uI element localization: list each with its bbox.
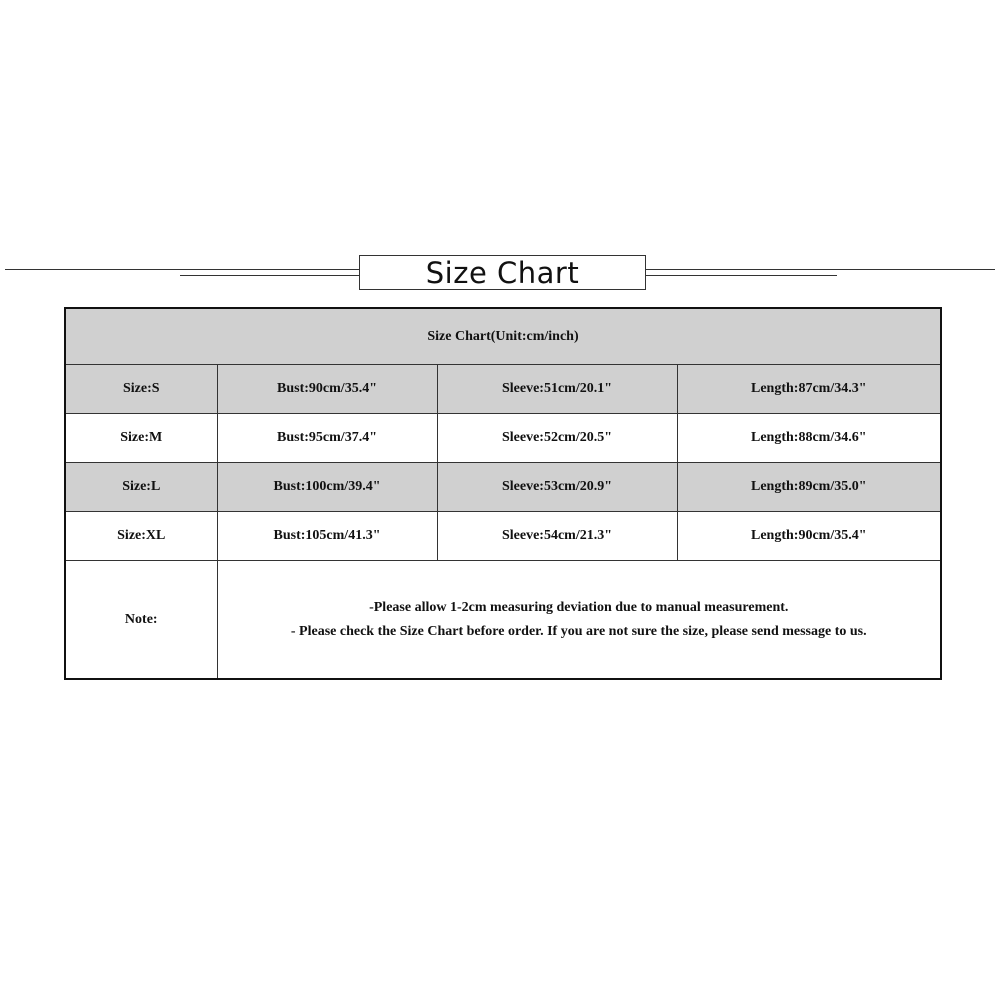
note-line: -Please allow 1-2cm measuring deviation due to manual measurement. bbox=[369, 599, 789, 615]
title-box bbox=[359, 255, 646, 290]
note-content bbox=[217, 561, 941, 680]
sleeve-cell: Sleeve:51cm/20.1" bbox=[437, 365, 677, 414]
page-title: Size Chart bbox=[425, 255, 580, 290]
table-row bbox=[65, 463, 941, 512]
sleeve-cell: Sleeve:53cm/20.9" bbox=[437, 463, 677, 512]
title-rule-left-lower bbox=[180, 275, 359, 276]
title-rule-right-upper bbox=[646, 269, 837, 270]
size-cell: Size:M bbox=[65, 414, 217, 463]
bust-cell: Bust:105cm/41.3" bbox=[217, 512, 437, 561]
table-row bbox=[65, 512, 941, 561]
title-rule-right-lower bbox=[646, 275, 837, 276]
table-row bbox=[65, 414, 941, 463]
table-row bbox=[65, 365, 941, 414]
bust-cell: Bust:100cm/39.4" bbox=[217, 463, 437, 512]
size-cell: Size:S bbox=[65, 365, 217, 414]
size-chart-table bbox=[64, 307, 942, 680]
length-cell: Length:90cm/35.4" bbox=[677, 512, 941, 561]
sleeve-cell: Sleeve:52cm/20.5" bbox=[437, 414, 677, 463]
title-rule-left-upper bbox=[180, 269, 359, 270]
note-line: - Please check the Size Chart before order. If you are not sure the size, please send message to us. bbox=[290, 623, 867, 639]
length-cell: Length:88cm/34.6" bbox=[677, 414, 941, 463]
note-row bbox=[65, 561, 941, 680]
bust-cell: Bust:95cm/37.4" bbox=[217, 414, 437, 463]
size-cell: Size:XL bbox=[65, 512, 217, 561]
size-cell: Size:L bbox=[65, 463, 217, 512]
sleeve-cell: Sleeve:54cm/21.3" bbox=[437, 512, 677, 561]
bust-cell: Bust:90cm/35.4" bbox=[217, 365, 437, 414]
table-caption-row bbox=[65, 308, 941, 365]
table-caption: Size Chart(Unit:cm/inch) bbox=[65, 308, 941, 365]
note-label: Note: bbox=[65, 561, 217, 680]
length-cell: Length:89cm/35.0" bbox=[677, 463, 941, 512]
length-cell: Length:87cm/34.3" bbox=[677, 365, 941, 414]
